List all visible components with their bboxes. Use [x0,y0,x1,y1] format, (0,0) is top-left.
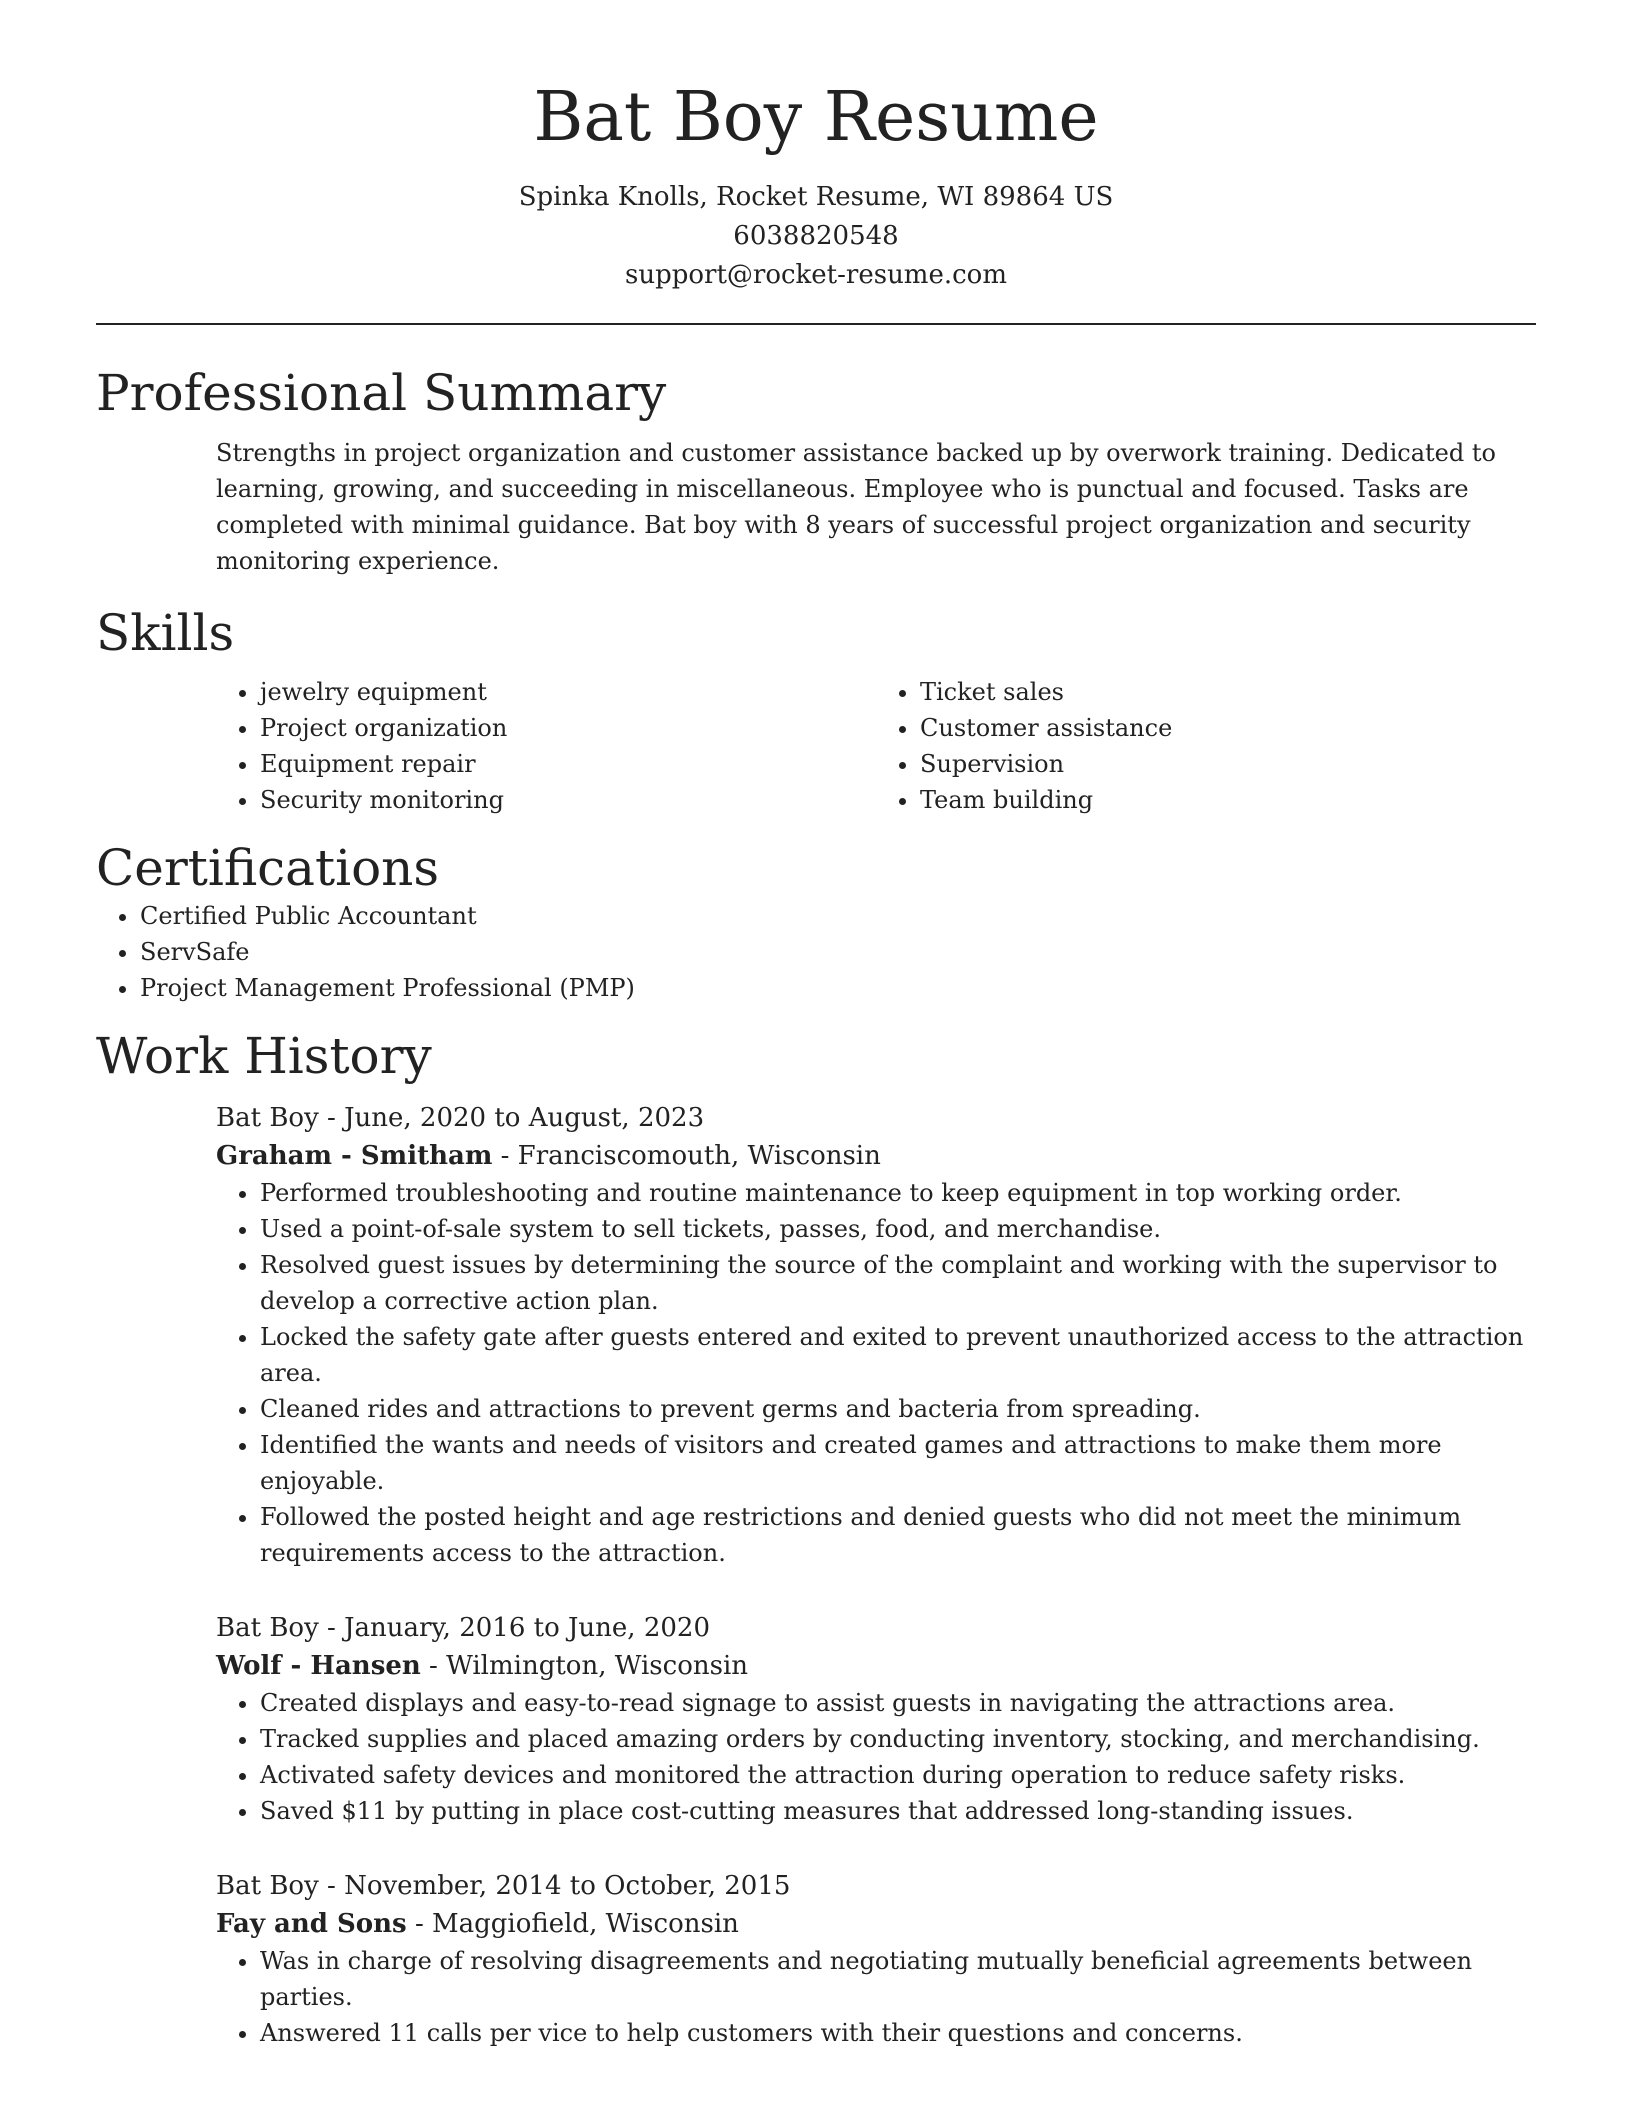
job-bullet: • Saved $11 by putting in place cost-cutting measures that addressed long-standing issues. [260,1793,1536,1829]
job-location: - Wilmington, Wisconsin [420,1651,749,1681]
skill-item: • jewelry equipment [260,674,876,710]
certifications-list [96,898,1536,1006]
job-company-line [216,1905,1536,1943]
certifications-title: Certifications [96,839,440,897]
job-bullets [216,1943,1536,2051]
job-bullet: • Tracked supplies and placed amazing orders by conducting inventory, stocking, and merchandising. [260,1721,1536,1757]
job-bullet: • Performed troubleshooting and routine maintenance to keep equipment in top working order. [260,1175,1536,1211]
job-title: Bat Boy - November, 2014 to October, 2015 [216,1871,791,1901]
job-bullet: • Activated safety devices and monitored the attraction during operation to reduce safety risks. [260,1757,1536,1793]
job-bullet: • Cleaned rides and attractions to prevent germs and bacteria from spreading. [260,1391,1536,1427]
job-bullet: • Used a point-of-sale system to sell tickets, passes, food, and merchandise. [260,1211,1536,1247]
job-entry [216,1609,1536,1829]
certifications-section [96,840,1536,1006]
skill-item: • Supervision [920,746,1536,782]
job-company: Wolf - Hansen [216,1651,421,1681]
skill-item: • Security monitoring [260,782,876,818]
skill-item: • Team building [920,782,1536,818]
certification-item: • ServSafe [140,934,1536,970]
job-location: - Maggiofield, Wisconsin [406,1909,739,1939]
job-bullet: • Resolved guest issues by determining the source of the complaint and working with the supervisor to develop a corrective action plan. [260,1247,1536,1319]
job-entry [216,1099,1536,1571]
job-entry [216,1867,1536,2051]
skill-item: • Project organization [260,710,876,746]
contact-phone: 6038820548 [733,221,899,251]
certification-item: • Certified Public Accountant [140,898,1536,934]
certification-item: • Project Management Professional (PMP) [140,970,1536,1006]
skill-item: • Customer assistance [920,710,1536,746]
job-bullet: • Was in charge of resolving disagreements and negotiating mutually beneficial agreements between parties. [260,1943,1536,2015]
job-bullets [216,1685,1536,1829]
summary-title: Professional Summary [96,364,667,422]
job-location: - Franciscomouth, Wisconsin [492,1141,881,1171]
job-company: Graham - Smitham [216,1141,493,1171]
contact-info [96,178,1536,295]
job-company: Fay and Sons [216,1909,407,1939]
work-history-title: Work History [96,1026,432,1085]
job-bullets [216,1175,1536,1571]
summary-section [96,365,1536,579]
job-bullet: • Identified the wants and needs of visitors and created games and attractions to make them more enjoyable. [260,1427,1536,1499]
job-bullet: • Created displays and easy-to-read signage to assist guests in navigating the attractions area. [260,1685,1536,1721]
work-history-section [96,1028,1536,2052]
skills-right-list [876,674,1536,818]
skills-title: Skills [96,603,235,662]
summary-text: Strengths in project organization and customer assistance backed up by overwork training. Dedicated to learning, growing, and succeeding in miscellaneous. Employee who is punctual and focused. Tasks are completed with minimal guidance. Bat boy with 8 years of successful project organization and security monitoring experience. [216,438,1496,575]
contact-address: Spinka Knolls, Rocket Resume, WI 89864 US [518,182,1114,212]
job-title: Bat Boy - January, 2016 to June, 2020 [216,1613,710,1643]
skill-item: • Equipment repair [260,746,876,782]
job-company-line [216,1137,1536,1175]
job-title: Bat Boy - June, 2020 to August, 2023 [216,1103,705,1133]
header-divider [96,323,1536,325]
job-bullet: • Locked the safety gate after guests entered and exited to prevent unauthorized access to the attraction area. [260,1319,1536,1391]
skills-section [96,605,1536,819]
skills-columns [216,674,1536,818]
skill-item: • Ticket sales [920,674,1536,710]
job-bullet: • Answered 11 calls per vice to help customers with their questions and concerns. [260,2015,1536,2051]
resume-page [96,0,1536,2051]
job-company-line [216,1647,1536,1685]
resume-header [96,0,1536,295]
skills-left-list [216,674,876,818]
job-bullet: • Followed the posted height and age restrictions and denied guests who did not meet the minimum requirements access to the attraction. [260,1499,1536,1571]
resume-name: Bat Boy Resume [533,78,1099,157]
contact-email: support@rocket-resume.com [624,260,1007,290]
